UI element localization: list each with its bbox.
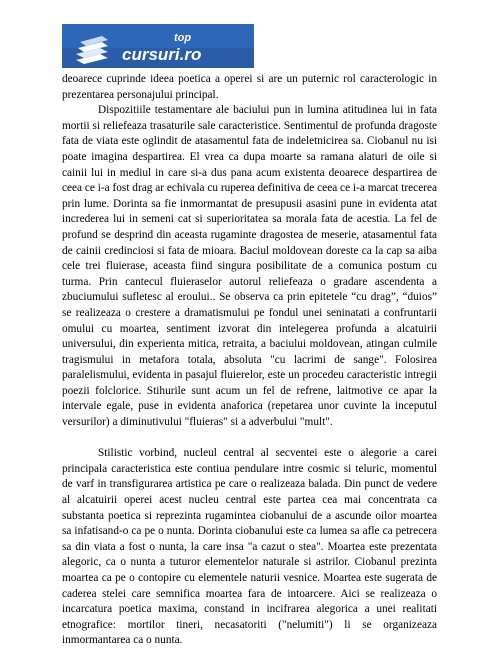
document-body xyxy=(62,72,437,649)
logo-graphic xyxy=(62,24,254,68)
paragraph-stilistic: Stilistic vorbind, nucleul central al secventei este o alegorie a carei principala caracteristica este contiua pendulare intre cosmic si teluric, momentul de varf in transfigurarea artistica pe care o realizeaza balada. Din punct de vedere al alcatuirii operei acest nucleu central este partea cea mai concentrata ca substanta poetica si reprezinta rugamintea ciobanului de a ascunde oilor moartea sa infatisand-o ca pe o nunta. Dorinta ciobanului este ca lumea sa afle ca petrecera sa din viata a fost o nunta, la care insa "a cazut o stea". Moartea este prezentata alegoric, ca o nunta a tuturor elementelor naturale si astrilor. Ciobanul prezinta moartea ca pe o contopire cu elementele naturii vesnice. Moartea este sugerata de caderea stelei care semnifica moartea fara de intoarcere. Aici se realizeaza o incarcatura poetica maxima, constand in incifrarea alegorica a unei realitati etnografice: mortilor tineri, necasatoriti ("nelumiti") li se organizeaza inmormantarea ca o nunta. xyxy=(62,447,437,647)
paragraph-testament: Dispozitiile testamentare ale baciului pun in lumina atitudinea lui in fata mortii si reliefeaza trasaturile sale caracteristice. Sentimentul de profunda dragoste fata de viata este oglindit de atasamentul fata de indeletnicirea sa. Ciobanul nu isi poate imagina despartirea. El vrea ca dupa moarte sa ramana alaturi de oile si cainii lui in mediul in care si-a dus pana acum existenta deoarece despartirea de ceea ce i-a fost drag ar echivala cu ruperea definitiva de ceea ce i-a marcat trecerea prin lume. Dorinta sa fie inmormantat de presupusii asasini pune in evidenta atat increderea lui in semeni cat si superioritatea sa morala fata de acestia. La fel de profund se desprind din aceasta rugaminte dragostea de meserie, atasamentul fata de cainii credinciosi si fata de mioara. Baciul moldovean doreste ca la cap sa aiba cele trei fluierase, aceasta fiind singura posibilitate de a comunica postum cu turma. Prin cantecul fluieraselor autorul reliefeaza o gradare ascendenta a zbuciumului sufletesc al eroului.. Se observa ca prin epitetele “cu drag”, “duios” se realizeaza o crestere a dramatismului pe fondul unei seninatati a confruntarii omului cu moartea, sentiment izvorat din intelegerea profunda a alcatuirii universului, din experienta mitica, retraita, a baciului moldovean, atingan culmile tragismului in metafora totala, absoluta "cu lacrimi de sange". Folosirea paralelismului, evidenta in pasajul fluierelor, este un procedeu caracteristic intregii poezii folclorice. Stihurile sunt acum un fel de refrene, laitmotive ce apar la intervale egale, puse in evidenta anaforica (repetarea unor cuvinte la inceputul versurilor) a diminutivului "fluieras" si a adverbului "mult". xyxy=(62,104,437,429)
site-logo[interactable] xyxy=(62,24,254,68)
paragraph-continuation: deoarece cuprinde ideea poetica a operei si are un puternic rol caracterologic in prezentarea personajului principal. xyxy=(62,73,437,101)
logo-top-text: top xyxy=(174,32,192,44)
paragraph-spacer xyxy=(62,431,437,447)
logo-main-text: cursuri.ro xyxy=(122,45,202,64)
